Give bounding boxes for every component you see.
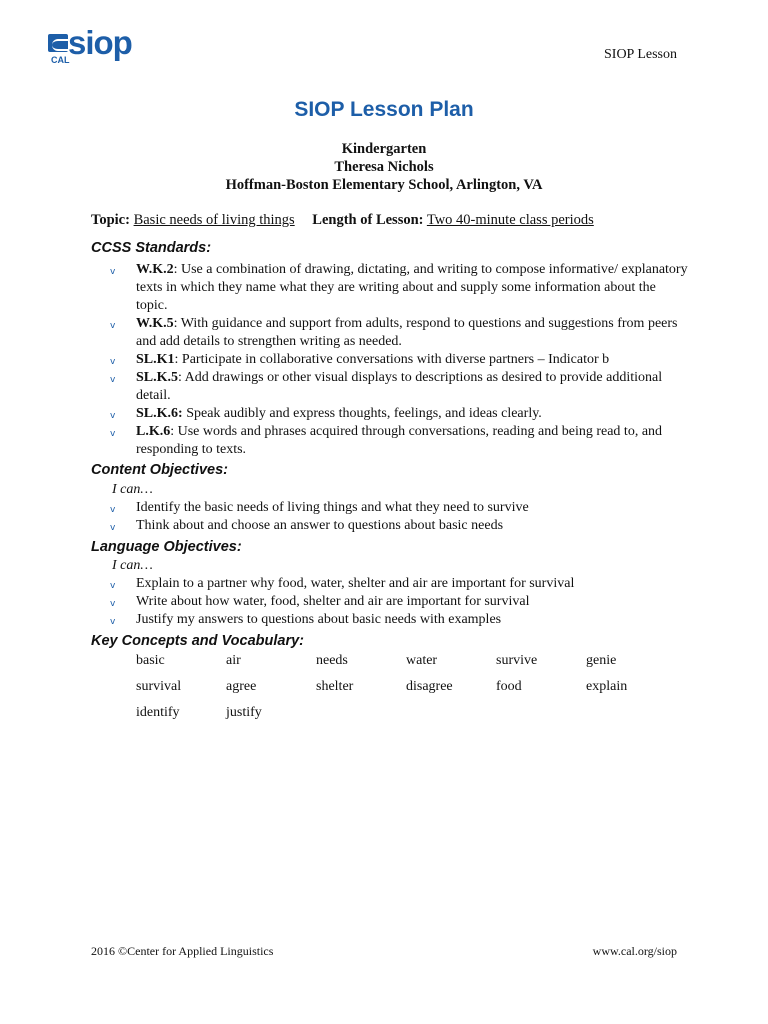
teacher-name: Theresa Nichols xyxy=(334,159,434,175)
logo-word: siop xyxy=(68,24,132,61)
vocab-word: explain xyxy=(586,679,628,694)
language-objectives-heading: Language Objectives: xyxy=(91,539,242,555)
lesson-info xyxy=(0,140,768,194)
ccss-heading: CCSS Standards: xyxy=(91,240,212,256)
header-label: SIOP Lesson xyxy=(604,47,677,62)
list-item: v Write about how water, food, shelter and air are important for survival xyxy=(110,593,690,611)
footer-copyright: 2016 ©Center for Applied Linguistics xyxy=(91,944,274,958)
vocab-word: basic xyxy=(136,653,165,668)
topic-label: Topic: xyxy=(91,212,130,228)
logo-sub: CAL xyxy=(51,55,70,65)
bullet-icon: v xyxy=(110,321,116,331)
list-item: v SL.K1: Participate in collaborative conversations with diverse partners – Indicator b xyxy=(110,351,690,369)
topic-value: Basic needs of living things xyxy=(133,212,295,228)
ccss-list xyxy=(110,261,690,459)
content-objectives-intro: I can… xyxy=(112,482,153,497)
topic-line xyxy=(91,212,594,229)
list-item: v SL.K.5: Add drawings or other visual displays to descriptions as desired to provide additional detail. xyxy=(110,370,663,403)
content-objectives-list xyxy=(110,499,690,535)
vocab-word: needs xyxy=(316,653,348,668)
bullet-icon: v xyxy=(110,617,116,627)
language-objectives-list xyxy=(110,575,690,629)
vocab-word: food xyxy=(496,679,522,694)
length-value: Two 40-minute class periods xyxy=(426,212,594,228)
length-label: Length of Lesson: xyxy=(312,212,424,228)
vocab-word: identify xyxy=(136,705,180,720)
list-item: v W.K.2: Use a combination of drawing, dictating, and writing to compose informative/ explanatory texts in which they name what they are writing about and supply some information about the topic. xyxy=(110,262,688,313)
list-item: v Explain to a partner why food, water, shelter and air are important for survival xyxy=(110,575,690,593)
vocabulary-heading: Key Concepts and Vocabulary: xyxy=(91,633,304,649)
siop-logo xyxy=(48,24,132,70)
vocab-word: agree xyxy=(226,679,257,694)
list-item: v Identify the basic needs of living things and what they need to survive xyxy=(110,499,690,517)
vocab-word: survival xyxy=(136,679,182,694)
bullet-icon: v xyxy=(110,581,116,591)
grade: Kindergarten xyxy=(341,141,427,157)
vocab-word: genie xyxy=(586,653,617,668)
vocab-word: shelter xyxy=(316,679,354,694)
bullet-icon: v xyxy=(110,357,116,367)
content-objectives-heading: Content Objectives: xyxy=(91,462,228,478)
bullet-icon: v xyxy=(110,429,116,439)
bullet-icon: v xyxy=(110,375,116,385)
bullet-icon: v xyxy=(110,523,116,533)
list-item: v L.K.6: Use words and phrases acquired through conversations, reading and being read to, and responding to texts. xyxy=(110,424,663,457)
vocab-word: water xyxy=(406,653,438,668)
bullet-icon: v xyxy=(110,411,116,421)
footer-url[interactable]: www.cal.org/siop xyxy=(592,944,677,958)
list-item: v Think about and choose an answer to questions about basic needs xyxy=(110,517,690,535)
bullet-icon: v xyxy=(110,599,116,609)
school-name: Hoffman-Boston Elementary School, Arlington, VA xyxy=(225,177,543,193)
vocab-word: survive xyxy=(496,653,538,668)
page-title: SIOP Lesson Plan xyxy=(294,98,474,121)
list-item: v Justify my answers to questions about basic needs with examples xyxy=(110,611,690,629)
vocabulary-grid xyxy=(136,653,676,731)
list-item: v SL.K.6: Speak audibly and express thoughts, feelings, and ideas clearly. xyxy=(110,405,690,423)
bullet-icon: v xyxy=(110,267,116,277)
vocab-word: justify xyxy=(226,705,262,720)
vocab-word: air xyxy=(226,653,241,668)
vocab-word: disagree xyxy=(406,679,453,694)
list-item: v W.K.5: With guidance and support from adults, respond to questions and suggestions from peers and add details to strengthen writing as needed. xyxy=(110,316,678,349)
language-objectives-intro: I can… xyxy=(112,558,153,573)
logo-mark-icon xyxy=(48,34,68,52)
bullet-icon: v xyxy=(110,505,116,515)
